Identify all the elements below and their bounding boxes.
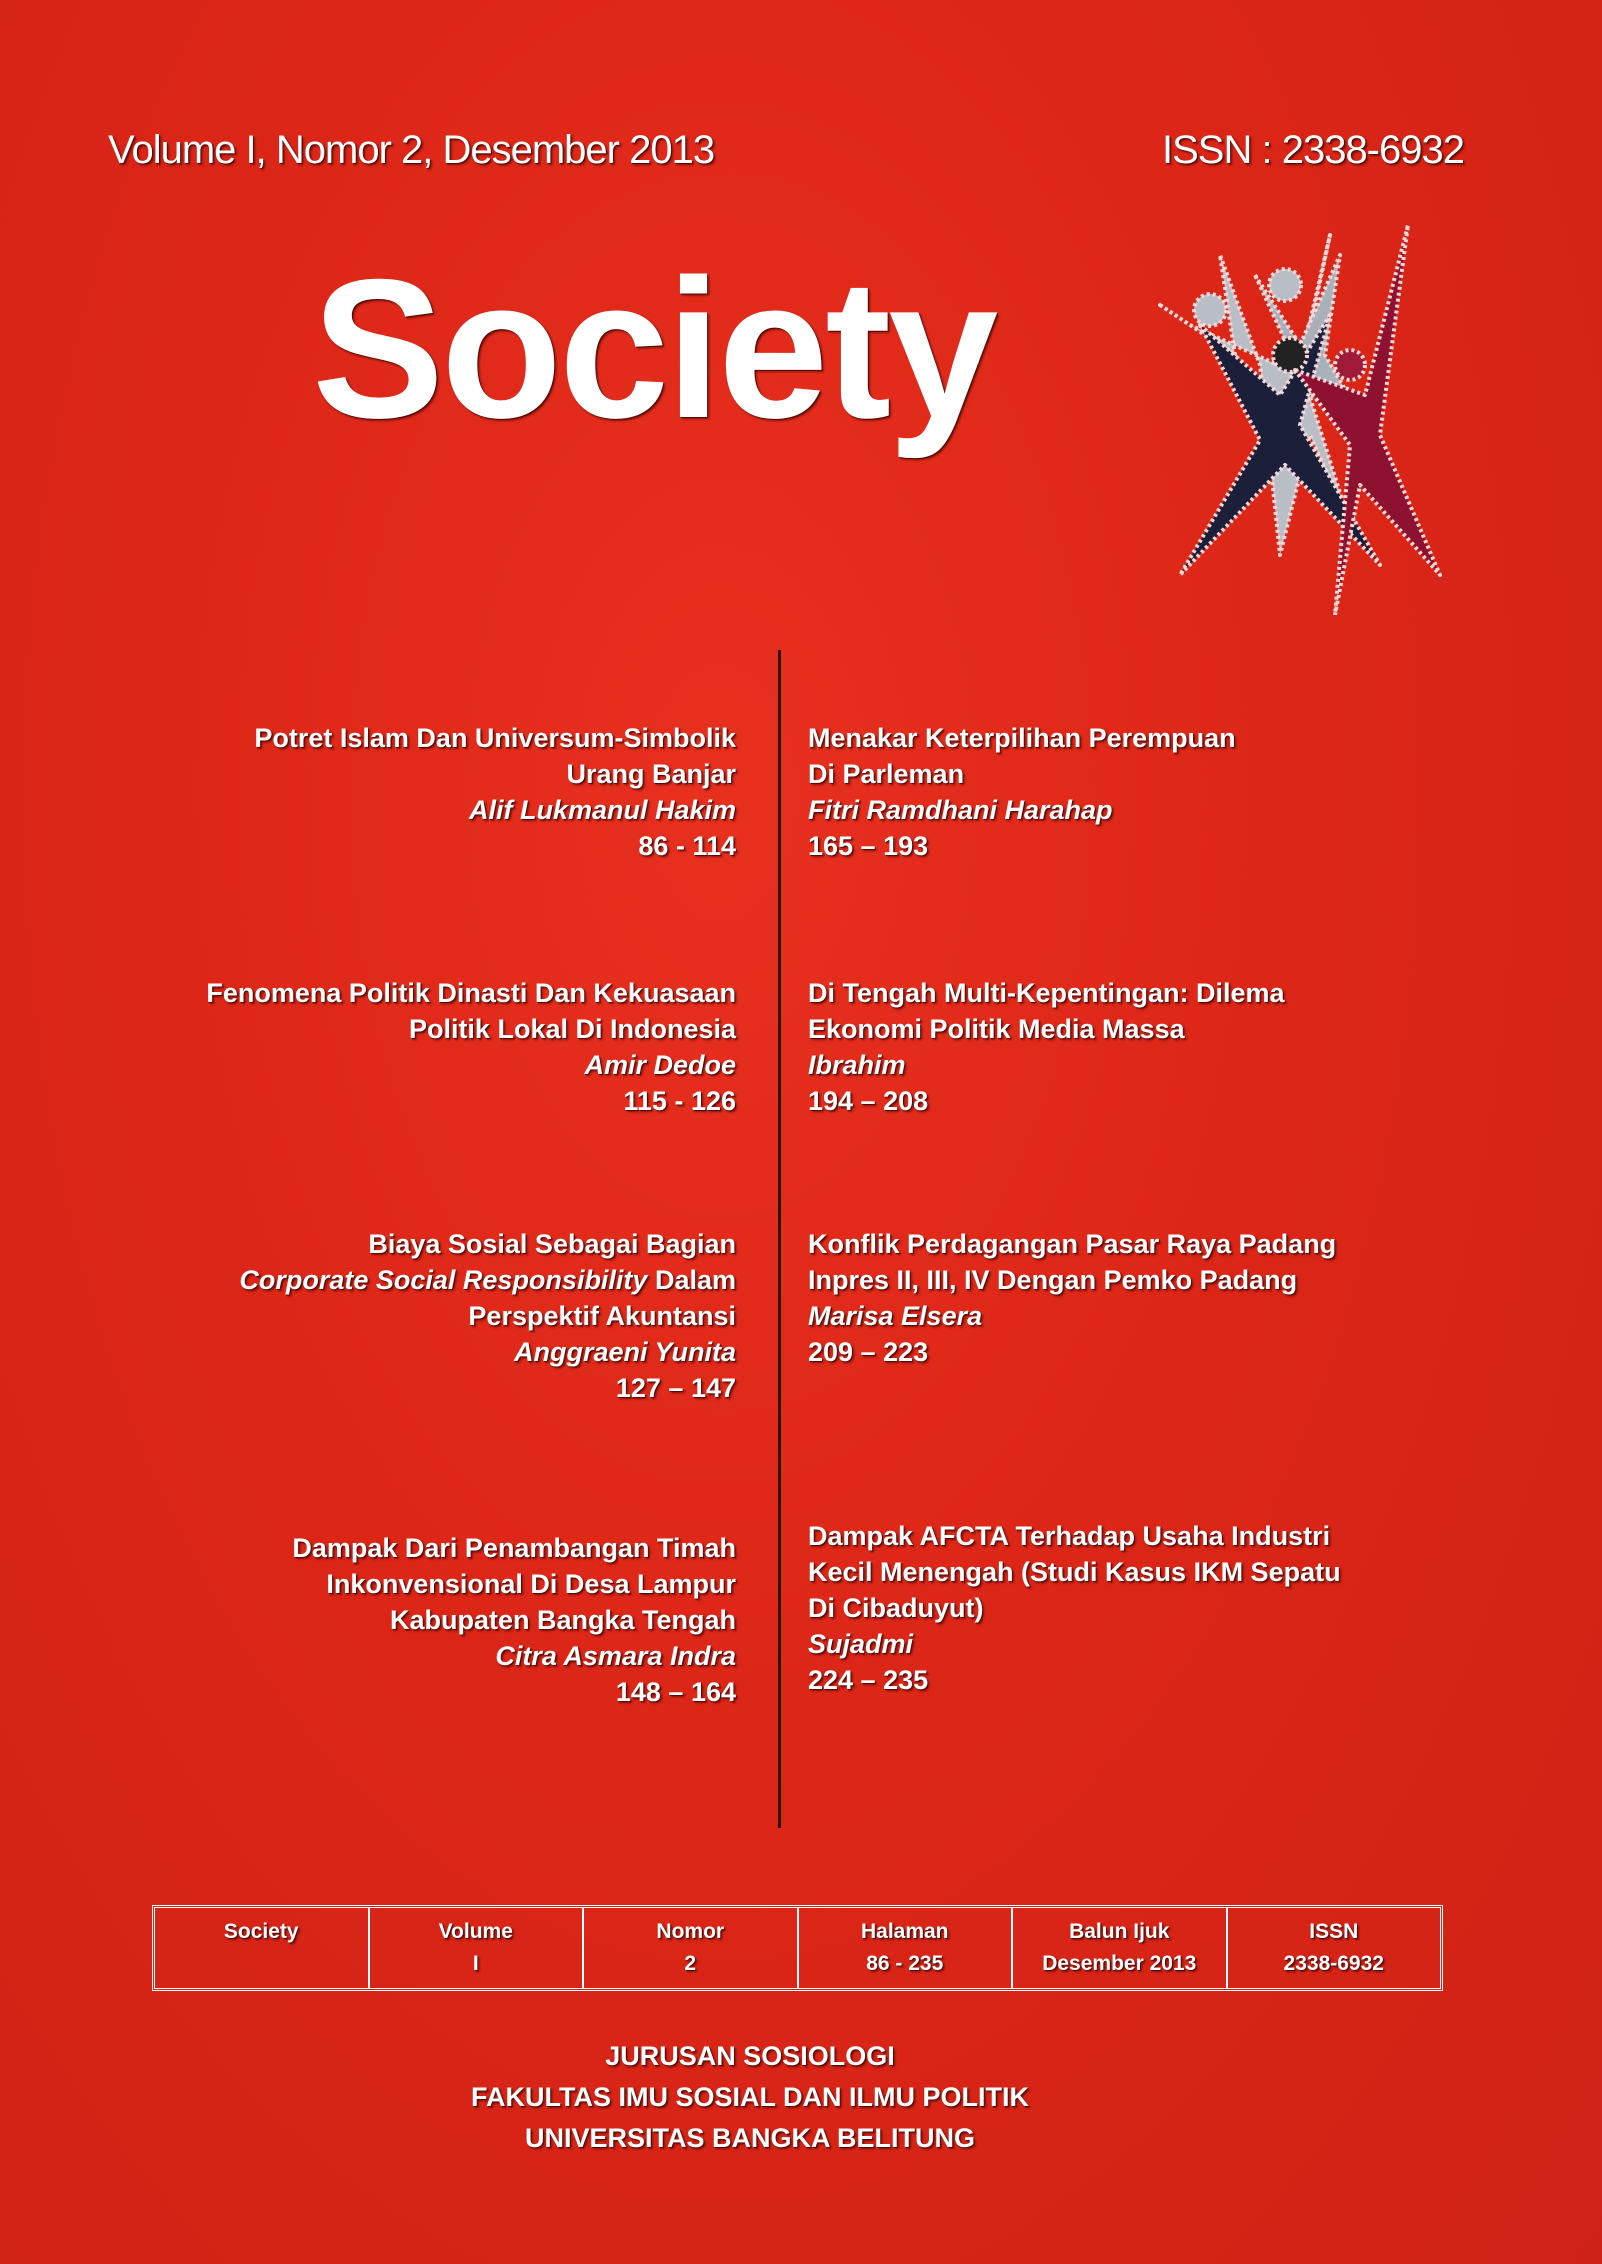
- article-title: Kecil Menengah (Studi Kasus IKM Sepatu: [808, 1557, 1341, 1587]
- article-author: Sujadmi: [808, 1629, 914, 1659]
- journal-meta-table: [152, 1905, 1443, 1991]
- meta-value: I: [472, 1952, 479, 1975]
- article-title: Di Cibaduyut): [808, 1593, 984, 1623]
- article-title: Menakar Keterpilihan Perempuan: [808, 723, 1236, 753]
- meta-cell-nomor: [584, 1908, 799, 1988]
- column-divider: [778, 650, 781, 1828]
- article-title-mixed: [239, 1262, 736, 1298]
- article-title: Ekonomi Politik Media Massa: [808, 1014, 1185, 1044]
- article-pages: 194 – 208: [808, 1086, 929, 1116]
- publisher-footer: [0, 2036, 1500, 2159]
- article-author: Ibrahim: [808, 1050, 906, 1080]
- meta-value: 2: [684, 1952, 697, 1975]
- meta-label: Nomor: [656, 1920, 725, 1943]
- article-left-1[interactable]: [254, 720, 736, 864]
- article-pages: 127 – 147: [615, 1373, 736, 1403]
- article-title: Di Parleman: [808, 759, 965, 789]
- article-right-4[interactable]: [808, 1518, 1341, 1698]
- meta-cell-issn: [1228, 1908, 1441, 1988]
- article-title: Dampak Dari Penambangan Timah: [292, 1533, 736, 1563]
- meta-value: 86 - 235: [866, 1952, 944, 1975]
- article-right-3[interactable]: [808, 1226, 1336, 1370]
- article-title: Kabupaten Bangka Tengah: [389, 1605, 736, 1635]
- meta-label: Society: [223, 1920, 299, 1943]
- article-title: Di Tengah Multi-Kepentingan: Dilema: [808, 978, 1285, 1008]
- article-right-2[interactable]: [808, 975, 1285, 1119]
- article-title: Politik Lokal Di Indonesia: [408, 1014, 736, 1044]
- meta-cell-volume: [370, 1908, 585, 1988]
- meta-value: Desember 2013: [1042, 1952, 1197, 1975]
- article-title: Inpres II, III, IV Dengan Pemko Padang: [808, 1265, 1298, 1295]
- meta-label: ISSN: [1309, 1920, 1359, 1943]
- article-title: Inkonvensional Di Desa Lampur: [326, 1569, 736, 1599]
- article-left-3[interactable]: [239, 1226, 736, 1406]
- article-right-1[interactable]: [808, 720, 1236, 864]
- article-title: Biaya Sosial Sebagai Bagian: [368, 1229, 736, 1259]
- article-pages: 148 – 164: [615, 1677, 736, 1707]
- article-title: Dalam: [647, 1265, 736, 1295]
- article-title: Potret Islam Dan Universum-Simbolik: [254, 723, 736, 753]
- meta-label: Halaman: [860, 1920, 949, 1943]
- article-pages: 115 - 126: [623, 1086, 736, 1116]
- article-author: Alif Lukmanul Hakim: [468, 795, 736, 825]
- meta-label: Volume: [438, 1920, 513, 1943]
- article-title: Perspektif Akuntansi: [468, 1301, 736, 1331]
- meta-cell-halaman: [799, 1908, 1014, 1988]
- meta-label: Balun Ijuk: [1069, 1920, 1170, 1943]
- article-title: Fenomena Politik Dinasti Dan Kekuasaan: [206, 978, 736, 1008]
- meta-value: 2338-6932: [1283, 1952, 1384, 1975]
- journal-title: Society: [312, 238, 996, 459]
- article-title: Konflik Perdagangan Pasar Raya Padang: [808, 1229, 1337, 1259]
- faculty: FAKULTAS IMU SOSIAL DAN ILMU POLITIK: [471, 2082, 1029, 2112]
- article-author: Anggraeni Yunita: [513, 1337, 736, 1367]
- article-pages: 165 – 193: [808, 831, 929, 861]
- meta-cell-date: [1013, 1908, 1228, 1988]
- article-title: Urang Banjar: [566, 759, 736, 789]
- university: UNIVERSITAS BANGKA BELITUNG: [524, 2123, 975, 2153]
- article-author: Marisa Elsera: [808, 1301, 983, 1331]
- department: JURUSAN SOSIOLOGI: [605, 2041, 895, 2071]
- issue-info: Volume I, Nomor 2, Desember 2013: [108, 128, 715, 172]
- article-pages: 209 – 223: [808, 1337, 929, 1367]
- article-author: Citra Asmara Indra: [495, 1641, 736, 1671]
- article-title-italic: Corporate Social Responsibility: [239, 1265, 648, 1295]
- article-pages: 224 – 235: [808, 1665, 929, 1695]
- article-left-2[interactable]: [206, 975, 736, 1119]
- article-author: Amir Dedoe: [584, 1050, 736, 1080]
- meta-cell-society: [155, 1908, 370, 1988]
- article-left-4[interactable]: [292, 1530, 736, 1710]
- article-author: Fitri Ramdhani Harahap: [808, 795, 1113, 825]
- article-title: Dampak AFCTA Terhadap Usaha Industri: [808, 1521, 1331, 1551]
- issn-header: ISSN : 2338-6932: [1162, 128, 1464, 172]
- society-logo-icon: [1150, 215, 1450, 615]
- article-pages: 86 - 114: [638, 831, 736, 861]
